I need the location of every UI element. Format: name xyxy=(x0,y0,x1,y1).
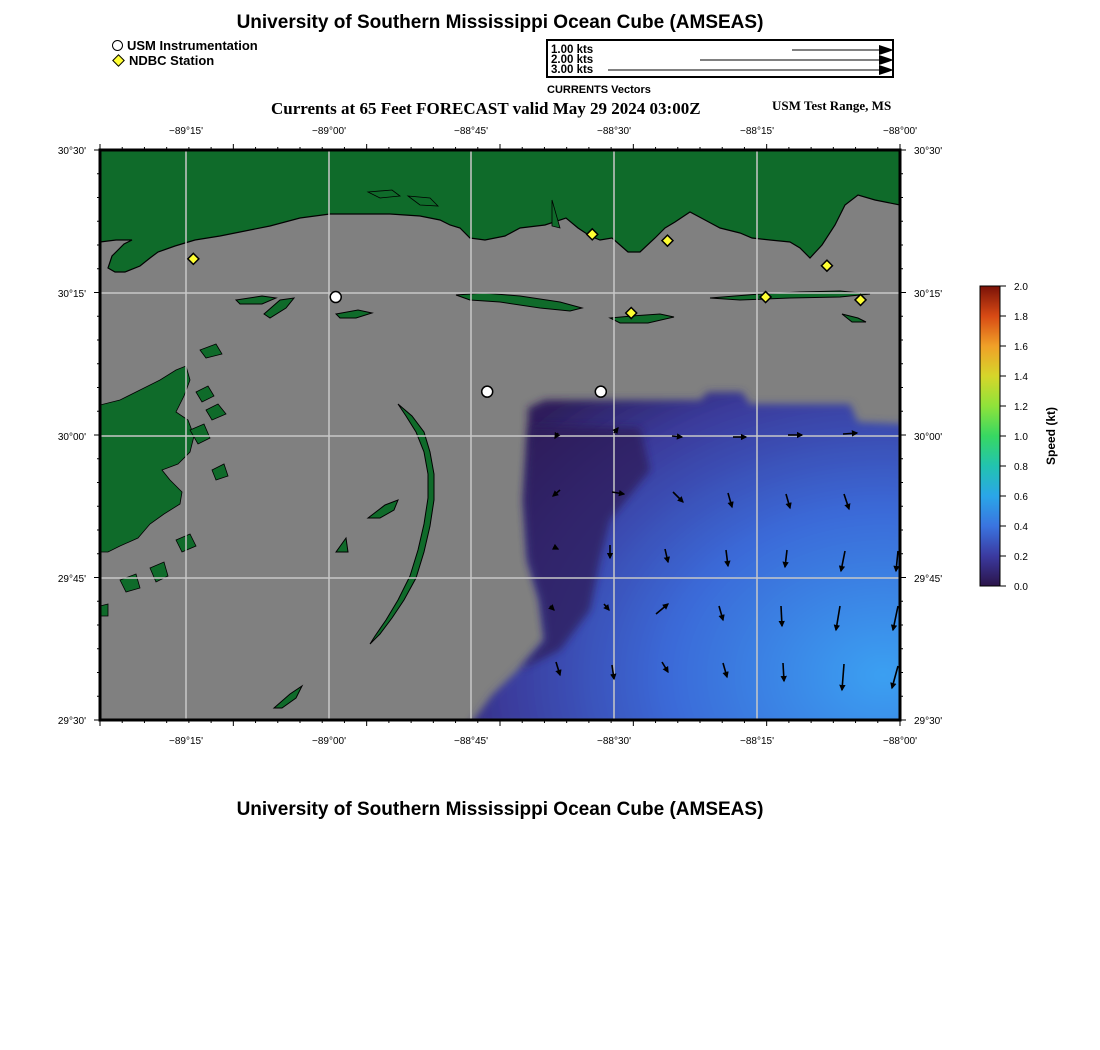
colorbar-ticks xyxy=(1000,282,1028,593)
current-vector xyxy=(781,606,782,626)
lat-tick-label: 30°15' xyxy=(57,289,86,300)
current-vector xyxy=(843,433,857,434)
colorbar-tick-label: 1.6 xyxy=(1014,342,1028,353)
vector-key-label-2: 2.00 kts xyxy=(551,54,594,66)
usm-instrument-marker xyxy=(330,292,341,303)
vector-key-label-1: 1.00 kts xyxy=(551,44,594,56)
colorbar-ramp xyxy=(980,286,1000,586)
lon-tick-label: −89°15' xyxy=(169,126,203,137)
lon-tick-label: −88°15' xyxy=(740,736,774,747)
lat-tick-label: 29°30' xyxy=(57,716,86,727)
current-vector xyxy=(672,436,682,437)
legend-ndbc-label: NDBC Station xyxy=(129,53,215,68)
current-vector xyxy=(556,548,558,549)
lat-tick-label: 30°00' xyxy=(914,432,943,443)
lat-tick-label: 30°15' xyxy=(914,289,943,300)
lon-tick-label: −88°45' xyxy=(454,736,488,747)
lat-tick-label: 29°30' xyxy=(914,716,943,727)
colorbar-tick-label: 2.0 xyxy=(1014,282,1028,293)
colorbar-tick-label: 0.6 xyxy=(1014,492,1028,503)
footer-title: University of Southern Mississippi Ocean Cube (AMSEAS) xyxy=(236,799,764,820)
legend-usm-label: USM Instrumentation xyxy=(127,38,258,53)
colorbar-tick-label: 1.2 xyxy=(1014,402,1028,413)
lat-tick-label: 29°45' xyxy=(57,574,86,585)
vector-key-label-3: 3.00 kts xyxy=(551,64,594,76)
current-vector xyxy=(783,663,784,681)
colorbar-tick-label: 0.4 xyxy=(1014,522,1028,533)
colorbar-tick-label: 1.4 xyxy=(1014,372,1028,383)
vector-key-caption: CURRENTS Vectors xyxy=(547,84,651,96)
lat-tick-label: 30°30' xyxy=(914,146,943,157)
lon-tick-label: −88°00' xyxy=(883,736,917,747)
forecast-subtitle: Currents at 65 Feet FORECAST valid May 29 2024 03:00Z xyxy=(271,99,701,118)
lat-labels-left xyxy=(58,146,86,727)
lon-tick-label: −88°15' xyxy=(740,126,774,137)
colorbar-tick-label: 1.0 xyxy=(1014,432,1028,443)
map-canvas xyxy=(100,150,905,725)
lon-tick-label: −89°00' xyxy=(312,126,346,137)
colorbar-tick-label: 0.0 xyxy=(1014,582,1028,593)
usm-instrument-marker xyxy=(482,386,493,397)
lon-labels-top xyxy=(169,126,917,137)
usm-instrument-marker xyxy=(595,386,606,397)
lon-tick-label: −88°30' xyxy=(597,126,631,137)
colorbar-label: Speed (kt) xyxy=(1044,406,1058,466)
map-title: University of Southern Mississippi Ocean Cube (AMSEAS) xyxy=(236,12,764,33)
lat-tick-label: 30°30' xyxy=(57,146,86,157)
lon-tick-label: −88°45' xyxy=(454,126,488,137)
lon-tick-label: −88°30' xyxy=(597,736,631,747)
lat-tick-label: 30°00' xyxy=(57,432,86,443)
colorbar-tick-label: 1.8 xyxy=(1014,312,1028,323)
lat-labels-right xyxy=(914,146,942,727)
speed-colorbar xyxy=(980,282,1058,593)
lat-tick-label: 29°45' xyxy=(914,574,943,585)
colorbar-tick-label: 0.8 xyxy=(1014,462,1028,473)
lon-labels-bottom xyxy=(169,736,917,747)
lon-tick-label: −89°00' xyxy=(312,736,346,747)
test-range-label: USM Test Range, MS xyxy=(772,98,892,113)
lon-tick-label: −89°15' xyxy=(169,736,203,747)
colorbar-tick-label: 0.2 xyxy=(1014,552,1028,563)
lon-tick-label: −88°00' xyxy=(883,126,917,137)
